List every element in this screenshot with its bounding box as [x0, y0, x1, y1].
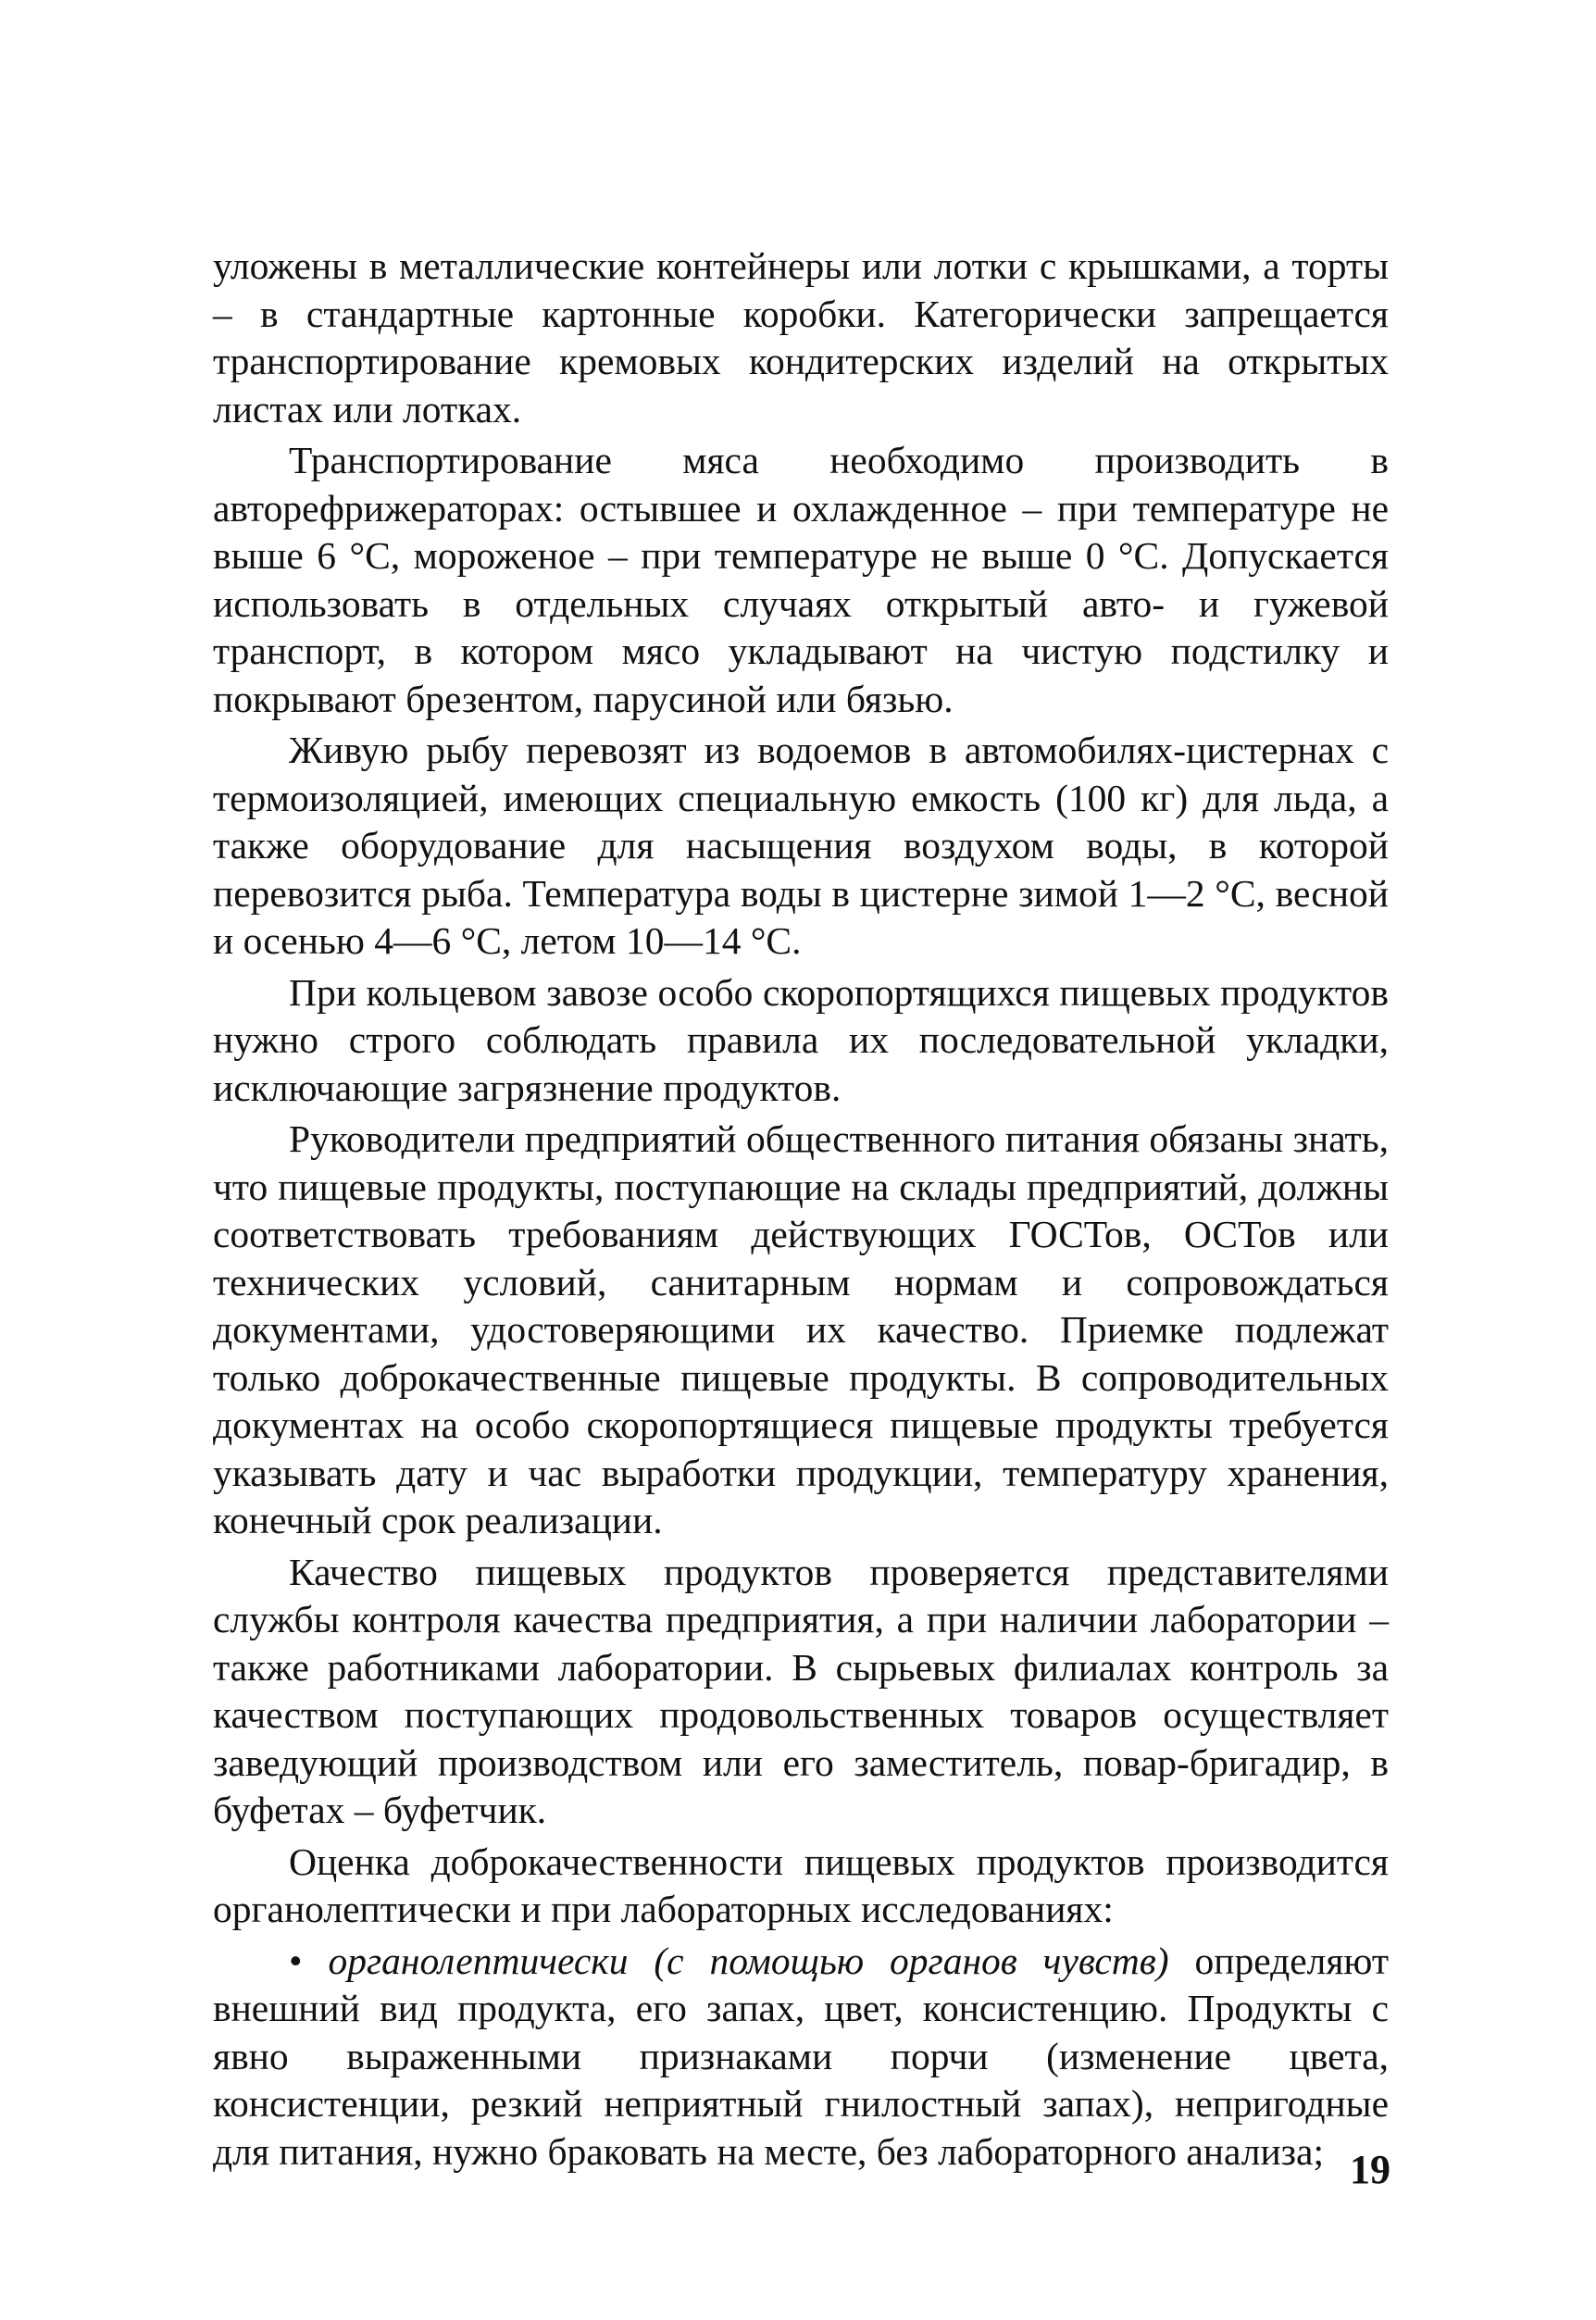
bullet-italic-term: органолептически (с помощью органов чувств)	[328, 1939, 1169, 1982]
paragraph: Живую рыбу перевозят из водоемов в автомобилях-цистернах с термоизоляцией, имеющих специальную емкость (100 кг) для льда, а также оборудование для насыщения воздухом воды, в которой перевозится рыба. Температура воды в цистерне зимой 1—2 °С, весной и осенью 4—6 °С, летом 10—14 °С.	[213, 729, 1389, 962]
page-body	[213, 243, 1389, 2179]
bullet-item	[213, 1938, 1389, 2177]
paragraph: Руководители предприятий общественного питания обязаны знать, что пищевые продукты, поступающие на склады предприятий, должны соответствовать требованиям действующих ГОСТов, ОСТов или технических условий, санитарным нормам и сопровождаться документами, удостоверяющими их качество. Приемке подлежат только доброкачественные пищевые продукты. В сопроводительных документах на особо скоропортящиеся пищевые продукты требуется указывать дату и час выработки продукции, температуру хранения, конечный срок реализации.	[213, 1117, 1389, 1541]
page-number: 19	[1350, 2147, 1390, 2192]
bullet-marker: •	[289, 1939, 303, 1982]
paragraph: При кольцевом завозе особо скоропортящихся пищевых продуктов нужно строго соблюдать правила их последовательной укладки, исключающие загрязнение продуктов.	[213, 970, 1389, 1109]
paragraph: Оценка доброкачественности пищевых продуктов производится органолептически и при лабораторных исследованиях:	[213, 1840, 1389, 1930]
paragraph: Качество пищевых продуктов проверяется представителями службы контроля качества предприятия, а при наличии лаборатории – также работниками лаборатории. В сырьевых филиалах контроль за качеством поступающих продовольственных товаров осуществляет заведующий производством или его заместитель, повар-бригадир, в буфетах – буфетчик.	[213, 1550, 1389, 1831]
paragraph: Транспортирование мяса необходимо производить в авторефрижераторах: остывшее и охлажденное – при температуре не выше 6 °С, мороженое – при температуре не выше 0 °С. Допускается использовать в отдельных случаях открытый авто- и гужевой транспорт, в котором мясо укладывают на чистую подстилку и покрывают брезентом, парусиной или бязью.	[213, 439, 1389, 720]
bullet-text: определяют внешний вид продукта, его запах, цвет, консистенцию. Продукты с явно выраженными признаками порчи (изменение цвета, консистенции, резкий неприятный гнилостный запах), непригодные для питания, нужно браковать на месте, без лабораторного анализа;	[213, 1939, 1390, 2173]
paragraph: уложены в металлические контейнеры или лотки с крышками, а торты – в стандартные картонные коробки. Категорически запрещается транспортирование кремовых кондитерских изделий на открытых листах или лотках.	[213, 244, 1389, 430]
